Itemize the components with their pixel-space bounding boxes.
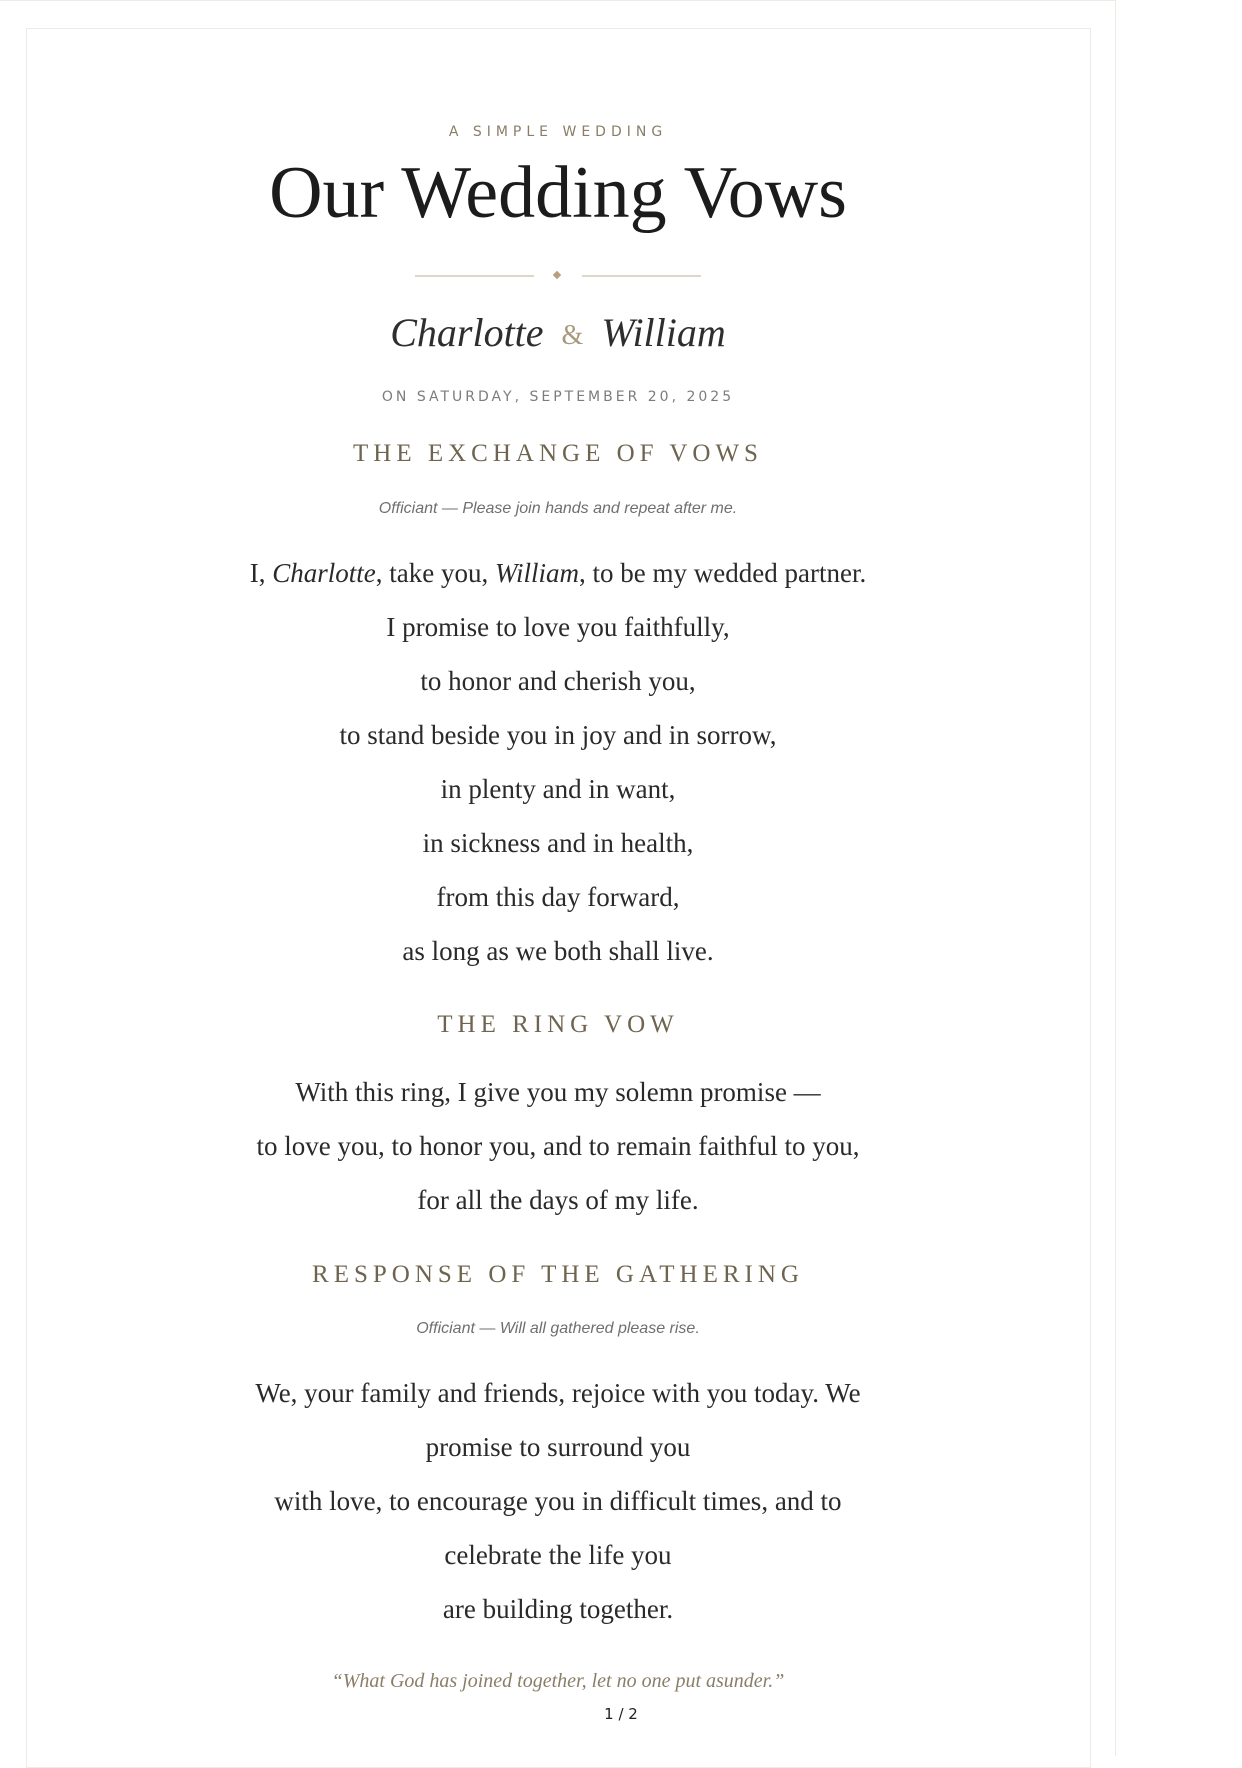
- wedding-date: ON SATURDAY, SEPTEMBER 20, 2025: [381, 389, 735, 405]
- verse-line: are building together.: [442, 1594, 674, 1624]
- verse-line: in plenty and in want,: [440, 774, 676, 804]
- officiant-note-exchange: Officiant — Please join hands and repeat after me.: [378, 500, 738, 517]
- verse-line: for all the days of my life.: [417, 1185, 699, 1215]
- verse-line: I, Charlotte, take you, William, to be my wedded partner.: [249, 558, 867, 588]
- divider-line-left: [415, 275, 534, 277]
- verse-line: We, your family and friends, rejoice with you today. We: [255, 1378, 861, 1408]
- eyebrow-label: A SIMPLE WEDDING: [448, 124, 668, 140]
- verse-line: with love, to encourage you in difficult times, and to: [274, 1486, 842, 1516]
- verse-line: to love you, to honor you, and to remain faithful to you,: [256, 1131, 860, 1161]
- verse-line: to stand beside you in joy and in sorrow,: [339, 720, 777, 750]
- couple-names: [0, 309, 1116, 356]
- page-number: 1 / 2: [604, 1705, 638, 1723]
- verse-line: promise to surround you: [425, 1432, 691, 1462]
- gathering-verse: [0, 1366, 1116, 1636]
- section-heading-gathering: RESPONSE OF THE GATHERING: [312, 1261, 804, 1288]
- partner-two-name-inline: William: [495, 558, 580, 588]
- page-title: Our Wedding Vows: [269, 152, 847, 234]
- verse-line: I promise to love you faithfully,: [386, 612, 730, 642]
- verse-line: from this day forward,: [436, 882, 680, 912]
- section-heading-exchange: THE EXCHANGE OF VOWS: [353, 440, 763, 467]
- verse-line: to honor and cherish you,: [420, 666, 696, 696]
- partner-one-name: Charlotte: [390, 310, 544, 355]
- officiant-note-gathering: Officiant — Will all gathered please rise.: [416, 1320, 700, 1337]
- section-heading-ring: THE RING VOW: [437, 1011, 679, 1038]
- divider-ornament: [415, 275, 701, 277]
- partner-two-name: William: [601, 310, 726, 355]
- divider-line-right: [582, 275, 701, 277]
- closing-quote: “What God has joined together, let no one put asunder.”: [331, 1670, 785, 1692]
- ampersand: &: [561, 320, 584, 351]
- ring-verse: [0, 1065, 1116, 1227]
- partner-one-name-inline: Charlotte: [272, 558, 376, 588]
- verse-line: With this ring, I give you my solemn promise —: [295, 1077, 821, 1107]
- verse-line: in sickness and in health,: [422, 828, 694, 858]
- verse-line: celebrate the life you: [444, 1540, 672, 1570]
- vows-verse: [0, 546, 1116, 978]
- verse-line: as long as we both shall live.: [402, 936, 714, 966]
